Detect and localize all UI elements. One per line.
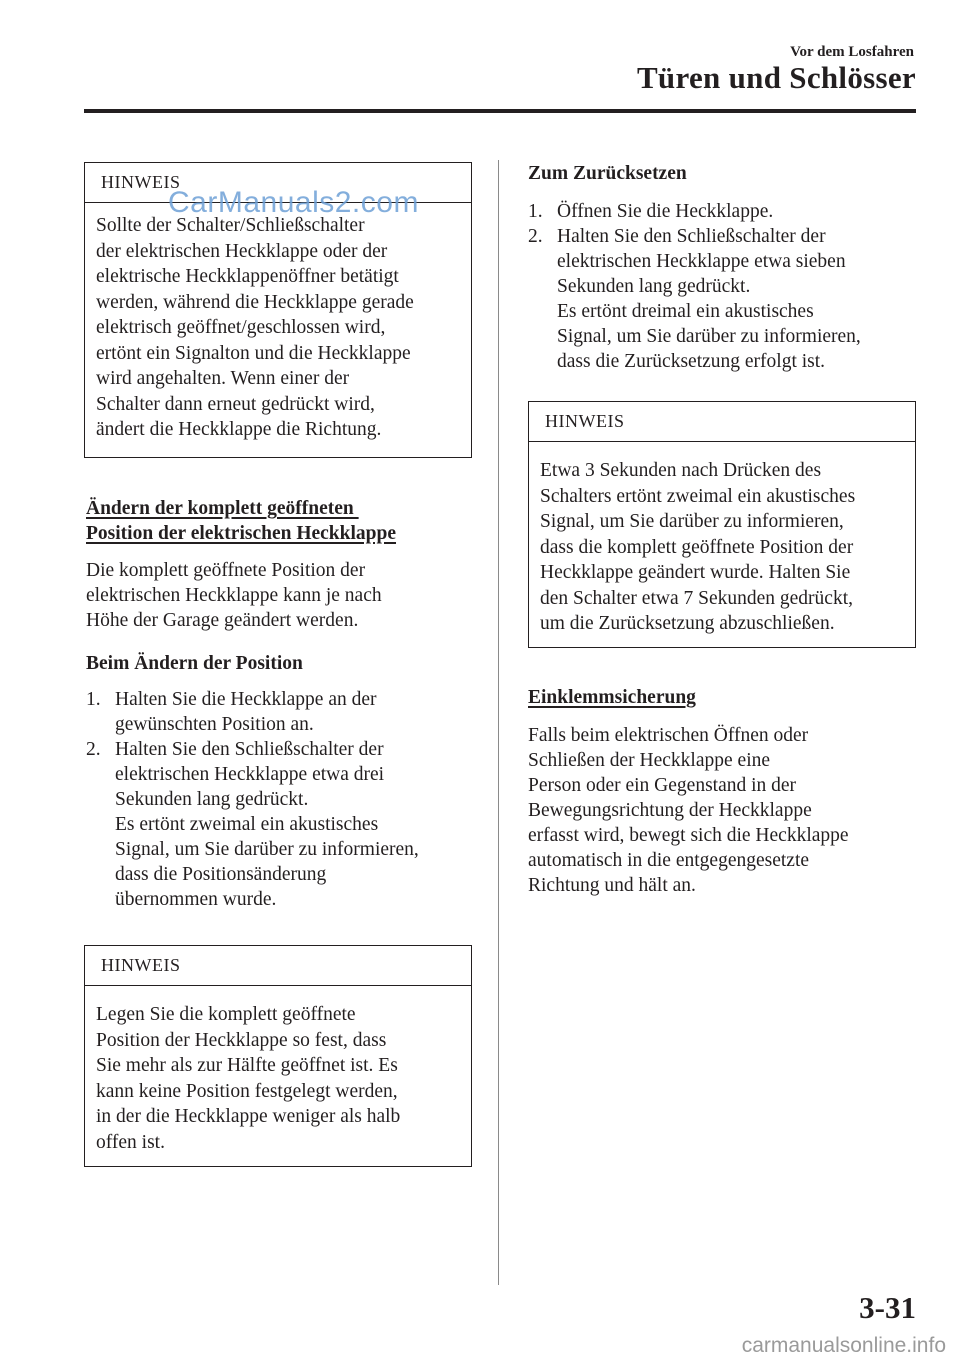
page-title: Türen und Schlösser bbox=[636, 60, 916, 95]
step-line: Halten Sie den Schließschalter der bbox=[557, 226, 826, 247]
steps-list bbox=[528, 199, 918, 374]
note-line: der elektrischen Heckklappe oder der bbox=[96, 240, 388, 262]
body-line: Falls beim elektrischen Öffnen oder bbox=[528, 725, 809, 746]
note-line: um die Zurücksetzung abzuschließen. bbox=[540, 613, 835, 634]
body-line: Richtung und hält an. bbox=[528, 875, 696, 896]
step-line: gewünschten Position an. bbox=[115, 714, 314, 735]
step-line: Halten Sie den Schließschalter der bbox=[115, 739, 384, 760]
section-change-position bbox=[86, 496, 476, 912]
footer-watermark: carmanualsonline.info bbox=[741, 1334, 946, 1357]
body-line: erfasst wird, bewegt sich die Heckklappe bbox=[528, 825, 849, 846]
note-line: Sollte der Schalter/Schließschalter bbox=[96, 215, 365, 236]
note-line: Schalters ertönt zweimal ein akustisches bbox=[540, 485, 856, 507]
step-item bbox=[528, 224, 918, 374]
note-line: den Schalter etwa 7 Sekunden gedrückt, bbox=[540, 587, 853, 609]
page-number: 3-31 bbox=[859, 1290, 916, 1325]
section-body bbox=[528, 723, 918, 898]
body-line: Person oder ein Gegenstand in der bbox=[528, 775, 797, 796]
body-line: automatisch in die entgegengesetzte bbox=[528, 850, 810, 871]
step-line: Es ertönt dreimal ein akustisches bbox=[557, 301, 814, 322]
note-line: ertönt ein Signalton und die Heckklappe bbox=[96, 342, 411, 364]
intro-line: elektrischen Heckklappe kann je nach bbox=[86, 585, 382, 606]
subsection-title: Zum Zurücksetzen bbox=[528, 163, 687, 184]
subsection-title: Beim Ändern der Position bbox=[86, 653, 303, 674]
step-number: 2. bbox=[86, 739, 101, 760]
note-line: Heckklappe geändert wurde. Halten Sie bbox=[540, 562, 851, 583]
note-line: Schalter dann erneut gedrückt wird, bbox=[96, 393, 375, 415]
note-body bbox=[529, 442, 915, 637]
note-line: ändert die Heckklappe die Richtung. bbox=[96, 419, 382, 440]
section-title-line: Position der elektrischen Heckklappe bbox=[86, 523, 397, 544]
step-item bbox=[528, 199, 918, 224]
note-line: kann keine Position festgelegt werden, bbox=[96, 1080, 398, 1102]
note-body bbox=[85, 986, 471, 1155]
note-line: Legen Sie die komplett geöffnete bbox=[96, 1004, 356, 1025]
section-anti-pinch bbox=[528, 685, 918, 898]
step-line: Halten Sie die Heckklappe an der bbox=[115, 689, 377, 710]
note-line: Sie mehr als zur Hälfte geöffnet ist. Es bbox=[96, 1055, 398, 1076]
step-number: 2. bbox=[528, 226, 543, 247]
step-number: 1. bbox=[528, 201, 543, 222]
step-line: elektrischen Heckklappe etwa drei bbox=[115, 764, 385, 785]
step-line: dass die Zurücksetzung erfolgt ist. bbox=[557, 351, 826, 372]
step-line: dass die Positionsänderung bbox=[115, 864, 327, 885]
watermark-logo: CarManuals2.com bbox=[168, 186, 419, 219]
header-rule bbox=[84, 109, 916, 113]
note-line: Etwa 3 Sekunden nach Drücken des bbox=[540, 460, 822, 481]
note-line: dass die komplett geöffnete Position der bbox=[540, 536, 854, 558]
note-line: Position der Heckklappe so fest, dass bbox=[96, 1029, 387, 1051]
note-box-3 bbox=[528, 401, 916, 648]
step-item bbox=[86, 687, 476, 737]
note-heading: HINWEIS bbox=[85, 163, 471, 203]
note-box-2 bbox=[84, 945, 472, 1167]
step-line: übernommen wurde. bbox=[115, 889, 277, 910]
step-item bbox=[86, 737, 476, 912]
note-line: offen ist. bbox=[96, 1131, 165, 1153]
step-line: Signal, um Sie darüber zu informieren, bbox=[115, 839, 419, 860]
note-line: wird angehalten. Wenn einer der bbox=[96, 368, 350, 389]
intro-line: Die komplett geöffnete Position der bbox=[86, 560, 366, 581]
note-line: elektrische Heckklappenöffner betätigt bbox=[96, 266, 399, 287]
step-line: Öffnen Sie die Heckklappe. bbox=[557, 201, 774, 222]
body-line: Schließen der Heckklappe eine bbox=[528, 750, 771, 771]
note-heading: HINWEIS bbox=[85, 946, 471, 986]
step-line: elektrischen Heckklappe etwa sieben bbox=[557, 251, 846, 272]
step-line: Sekunden lang gedrückt. bbox=[557, 276, 751, 297]
body-line: Bewegungsrichtung der Heckklappe bbox=[528, 800, 812, 821]
steps-list bbox=[86, 687, 476, 912]
section-intro bbox=[86, 558, 476, 633]
note-body bbox=[85, 203, 471, 443]
note-heading: HINWEIS bbox=[529, 402, 915, 442]
note-line: in der die Heckklappe weniger als halb bbox=[96, 1106, 401, 1127]
step-line: Signal, um Sie darüber zu informieren, bbox=[557, 326, 861, 347]
section-reset bbox=[528, 161, 918, 374]
note-line: elektrisch geöffnet/geschlossen wird, bbox=[96, 317, 386, 338]
section-title: Einklemmsicherung bbox=[528, 687, 696, 708]
note-line: werden, während die Heckklappe gerade bbox=[96, 291, 414, 313]
intro-line: Höhe der Garage geändert werden. bbox=[86, 610, 359, 631]
column-divider bbox=[498, 160, 499, 1285]
step-line: Es ertönt zweimal ein akustisches bbox=[115, 814, 379, 835]
section-title-line: Ändern der komplett geöffneten bbox=[86, 498, 359, 519]
step-number: 1. bbox=[86, 689, 101, 710]
step-line: Sekunden lang gedrückt. bbox=[115, 789, 309, 810]
note-line: Signal, um Sie darüber zu informieren, bbox=[540, 511, 844, 532]
chapter-label: Vor dem Losfahren bbox=[790, 44, 914, 60]
